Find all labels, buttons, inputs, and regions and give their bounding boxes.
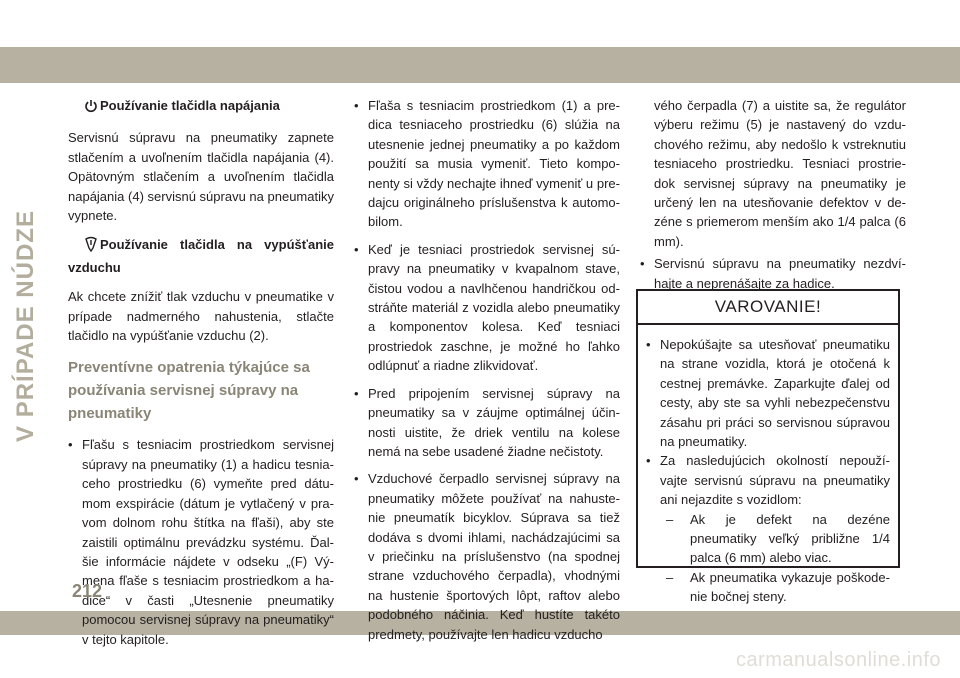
warning-list <box>646 335 890 607</box>
chapter-side-title <box>12 210 39 442</box>
column-1 <box>68 96 334 649</box>
watermark: carmanualsonline.info <box>735 649 941 671</box>
deflate-button-heading <box>68 235 334 277</box>
warning-box <box>636 289 900 605</box>
power-heading-text: Používanie tlačidla napájania <box>100 98 280 113</box>
warning-body <box>638 325 898 607</box>
list-item: • Nepokúšajte sa utesňovať pneumatiku na strane vozidla, ktorá je otočená k cestnej premávke. Zaparkujte ďalej od cesty, aby ste sa vyhli nebezpečenstvu zásahu pri práci so servisnou súpravou na pneumatiky. <box>646 337 890 450</box>
list-item: • Za nasledujúcich okolností nepoužívajte servisnú súpravu na pneumatiky ani nejazdite s vozidlom: – Ak je defekt na dezéne pneumatiky veľký približne 1/4 palca (6 mm) alebo viac. – Ak pneumatika vykazuje poškodenie bočnej steny. <box>646 451 890 606</box>
warning-title: VAROVANIE! <box>638 291 898 325</box>
page-number: 212 <box>72 581 103 601</box>
deflate-paragraph: Ak chcete znížiť tlak vzduchu v pneumatike v prípade nadmerného nahustenia, stlačte tlačidlo na vypúšťanie vzduchu (2). <box>68 289 334 344</box>
deflate-heading-text: Používanie tlačidla na vypúšťanie vzduchu <box>68 237 334 275</box>
header-band <box>0 47 960 83</box>
section-heading: Preventívne opatrenia týkajúce sa používania servisnej súpravy na pneumatiky <box>68 359 310 423</box>
list-item: • Keď je tesniaci prostriedok servisnej súpravy na pneumatiky v kvapalnom stave, čistou vodou a navlhčenou handričkou odstráňte materiál z vozidla alebo pneumatiky a komponentov kolesa. Keď tesniaci prostriedok zaschne, je možné ho ľahko odlúpnuť a riadne zlikvidovať. <box>354 241 620 374</box>
list-item: – Ak je defekt na dezéne pneumatiky veľký približne 1/4 palca (6 mm) alebo viac. <box>666 511 890 566</box>
column-2 <box>354 96 620 644</box>
list-item: • Servisnú súpravu na pneumatiky nezdvíhajte a neprenášajte za hadice. <box>640 256 906 291</box>
power-button-heading <box>68 96 334 118</box>
chapter-side-title-text: V PRÍPADE NÚDZE <box>12 210 39 442</box>
precautions-list <box>68 435 334 648</box>
list-item: – Ak pneumatika vykazuje poškodenie bočnej steny. <box>666 569 890 605</box>
column-3 <box>640 96 906 293</box>
list-item: • Fľaša s tesniacim prostriedkom (1) a predica tesniaceho prostriedku (6) slúžia na utesnenie jednej pneumatiky a po každom použití sa musia vymeniť. Tieto komponenty si vždy nechajte ihneď vymeniť u predajcu originálneho príslušenstva k automobilom. <box>354 98 620 230</box>
list-item: • Pred pripojením servisnej súpravy na pneumatiky sa v záujme optimálnej účinnosti uistite, že driek ventilu na kolese nemá na sebe usadené žiadne nečistoty. <box>354 385 620 459</box>
continuation-paragraph: vého čerpadla (7) a uistite sa, že regulátor výberu režimu (5) je nastavený do vzduchového režimu, aby nedošlo k vstreknutiu tesniaceho prostriedku. Tesniaci prostriedok servisnej súpravy na pneumatiky je určený len na utesňovanie defektov v dezéne s priemerom menším ako 1/4 palca (6 mm). <box>654 98 906 249</box>
warning-sublist <box>660 510 890 607</box>
column-3-list <box>640 254 906 293</box>
precautions-list-continued <box>354 96 620 644</box>
list-item: • Fľašu s tesniacim prostriedkom servisnej súpravy na pneumatiky (1) a hadicu tesniaceho prostriedku (6) vymeňte pred dátumom exspirácie (dátum je vytlačený v pravom dolnom rohu štítka na fľaši), aby ste zaistili optimálnu prevádzku systému. Ďalšie informácie nájdete v odseku „(F) Výmena fľaše s tesniacim prostriedkom a hadice“ v časti „Utesnenie pneumatiky pomocou servisnej súpravy na pneumatiky“ v tejto kapitole. <box>68 437 334 647</box>
power-icon <box>84 99 98 118</box>
power-paragraph: Servisnú súpravu na pneumatiky zapnete stlačením a uvoľnením tlačidla napájania (4). Opätovným stlačením a uvoľnením tlačidla napájania (4) servisnú súpravu na pneumatiky vypnete. <box>68 130 334 224</box>
list-item: • Vzduchové čerpadlo servisnej súpravy na pneumatiky môžete používať na nahustenie pneumatík bicyklov. Súprava sa tiež dodáva s dvomi ihlami, nachádzajúcimi sa v priečinku na príslušenstvo (na spodnej strane vzduchového čerpadla), vhodnými na hustenie športových lôpt, raftov alebo podobného náčinia. Keď hustíte takéto predmety, používajte len hadicu vzducho <box>354 471 620 642</box>
tire-deflate-icon <box>84 236 98 257</box>
